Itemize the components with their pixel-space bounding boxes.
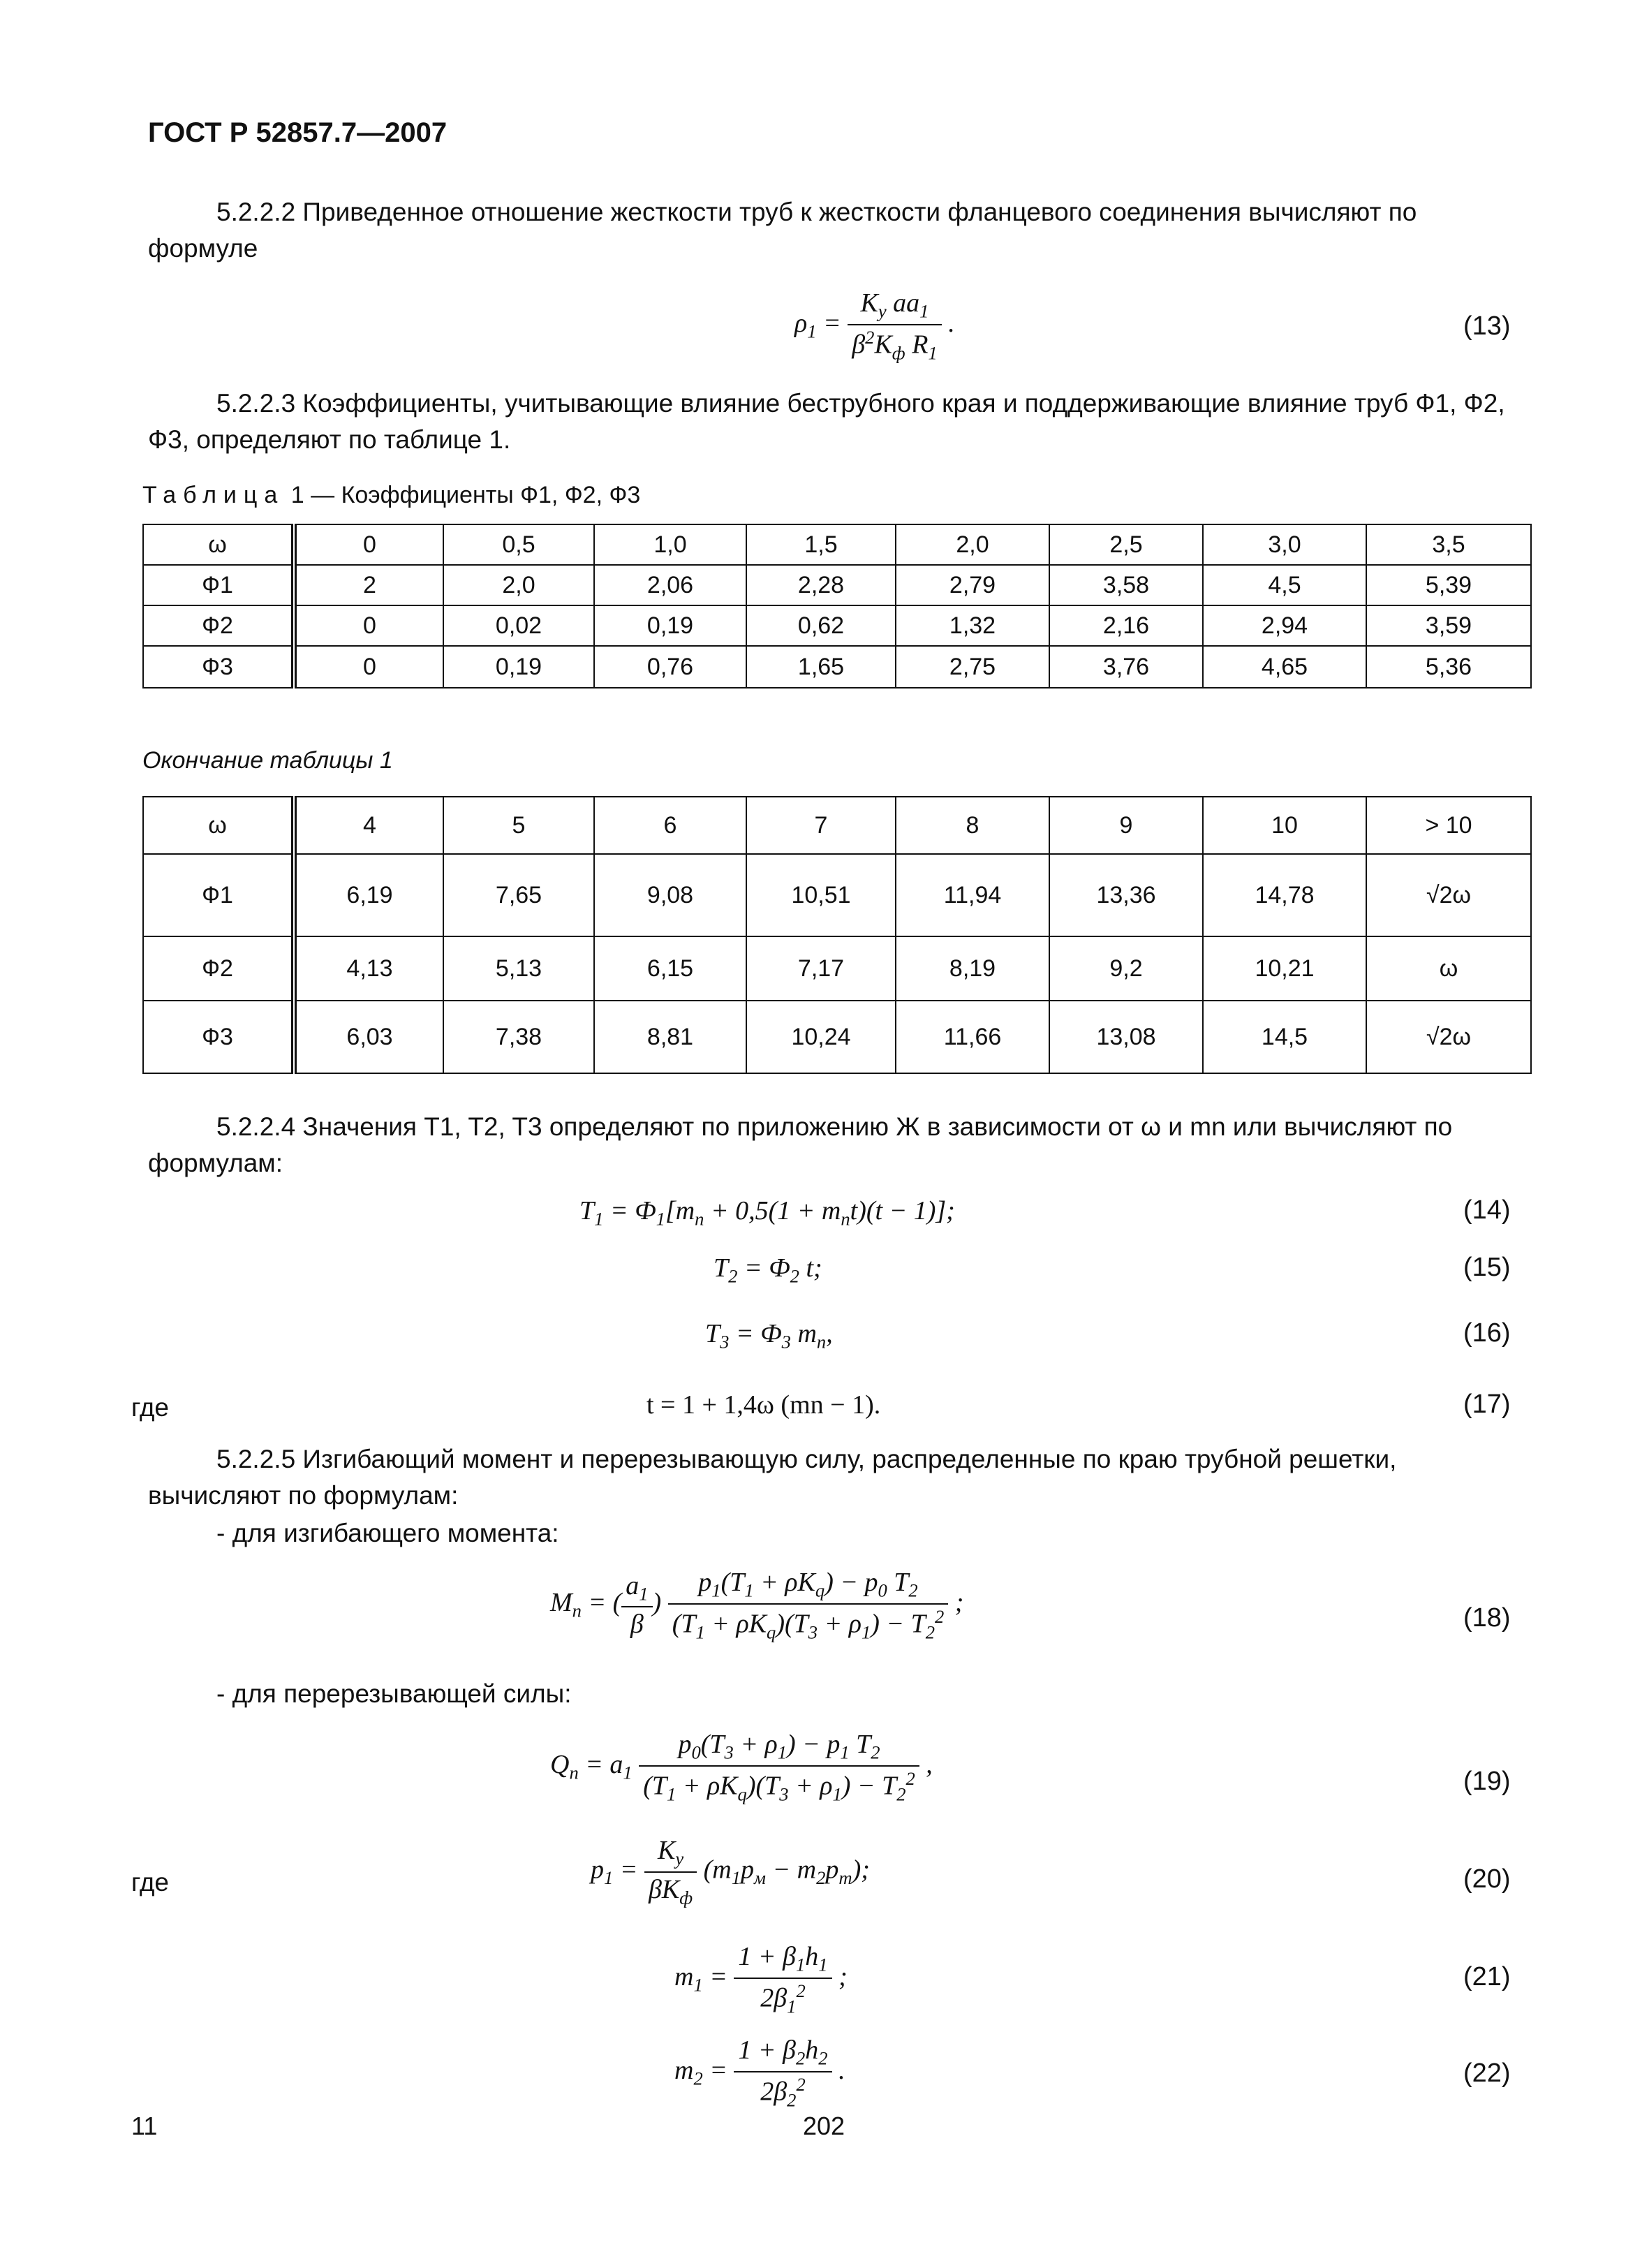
- equation-number-21: (21): [1463, 1962, 1511, 1991]
- table-cell: 5,36: [1366, 646, 1531, 688]
- table-caption-title: 1 — Коэффициенты Ф1, Ф2, Ф3: [290, 482, 641, 508]
- table-caption-prefix: Таблица: [142, 482, 285, 508]
- table-cell: Ф2: [143, 605, 294, 646]
- table-cell: 2,0: [896, 524, 1049, 565]
- table-cell: 7,17: [746, 936, 896, 1001]
- equation-17: t = 1 + 1,4ω (mn − 1).: [646, 1390, 881, 1420]
- table-cell: √2ω: [1366, 1001, 1531, 1073]
- table-row: [143, 854, 1531, 936]
- table-cell: 8,81: [594, 1001, 746, 1073]
- table-cell: 1,5: [746, 524, 896, 565]
- table-cell: 6,15: [594, 936, 746, 1001]
- table-row: [143, 1001, 1531, 1073]
- table-cell: 4,13: [294, 936, 443, 1001]
- table-cell: 2,0: [443, 565, 594, 605]
- table-cell: 0: [294, 524, 443, 565]
- table-cell: 2,75: [896, 646, 1049, 688]
- table-cell: 3,76: [1049, 646, 1203, 688]
- table-cell: 5,13: [443, 936, 594, 1001]
- table-cell: Ф1: [143, 565, 294, 605]
- table-cell: 13,36: [1049, 854, 1203, 936]
- document-header: ГОСТ Р 52857.7—2007: [148, 117, 448, 148]
- table-cell: 1,0: [594, 524, 746, 565]
- table-cell: 0: [294, 605, 443, 646]
- table-cell: ω: [143, 524, 294, 565]
- table-cell: 9: [1049, 797, 1203, 854]
- paragraph-5-2-2-2: 5.2.2.2 Приведенное отношение жесткости труб к жесткости фланцевого соединения вычисляют по формуле: [148, 198, 1417, 263]
- table-cell: 10,21: [1203, 936, 1366, 1001]
- table-cell: 3,58: [1049, 565, 1203, 605]
- table-cell: 2,79: [896, 565, 1049, 605]
- table-cell: 10: [1203, 797, 1366, 854]
- table-cell: 0,76: [594, 646, 746, 688]
- where-label-1: где: [131, 1393, 170, 1422]
- equation-number-13: (13): [1463, 311, 1511, 341]
- table-cell: 2,28: [746, 565, 896, 605]
- table-cell: Ф3: [143, 646, 294, 688]
- table-cell: 14,5: [1203, 1001, 1366, 1073]
- table-row: [143, 605, 1531, 646]
- table-cell: Ф1: [143, 854, 294, 936]
- table-cell: 9,08: [594, 854, 746, 936]
- table-cell: 10,24: [746, 1001, 896, 1073]
- table-row: [143, 646, 1531, 688]
- equation-15: $T_2 = Ф_2$ t;: [713, 1253, 822, 1287]
- equation-16: $T_3 = Ф_3$ $m_n$,: [705, 1319, 833, 1353]
- equation-20: $p_1$ = $\frac{K_y}{\beta K_ф}$ $(m_1p_м - m_2p_т)$;: [591, 1836, 870, 1908]
- table-cell: 2,5: [1049, 524, 1203, 565]
- table-cell: 13,08: [1049, 1001, 1203, 1073]
- table-cell: √2ω: [1366, 854, 1531, 936]
- table-cell: 9,2: [1049, 936, 1203, 1001]
- paragraph-5-2-2-5: 5.2.2.5 Изгибающий момент и перерезывающую силу, распределенные по краю трубной решетки, вычисляют по формулам:: [148, 1445, 1397, 1510]
- paragraph-5-2-2-3: 5.2.2.3 Коэффициенты, учитывающие влияние беструбного края и поддерживающие влияние труб Ф1, Ф2, Ф3, определяют по таблице 1.: [148, 389, 1505, 454]
- table-cell: 0: [294, 646, 443, 688]
- table-cell: 0,02: [443, 605, 594, 646]
- table-cell: 2,94: [1203, 605, 1366, 646]
- table-row: [143, 797, 1531, 854]
- table-1-part-1: [142, 524, 1532, 688]
- table-cell: 3,0: [1203, 524, 1366, 565]
- table-cell: 7: [746, 797, 896, 854]
- table-cell: 6: [594, 797, 746, 854]
- table-cell: 0,5: [443, 524, 594, 565]
- table-row: [143, 565, 1531, 605]
- paragraph-5-2-2-4: 5.2.2.4 Значения T1, T2, T3 определяют по приложению Ж в зависимости от ω и mn или вычисляют по формулам:: [148, 1112, 1453, 1177]
- equation-number-18: (18): [1463, 1603, 1511, 1633]
- table-cell: Ф2: [143, 936, 294, 1001]
- where-label-2: где: [131, 1868, 170, 1897]
- equation-number-19: (19): [1463, 1767, 1511, 1796]
- table-cell: 4,5: [1203, 565, 1366, 605]
- equation-number-22: (22): [1463, 2059, 1511, 2088]
- table-cell: 10,51: [746, 854, 896, 936]
- equation-19: $Q_n = a_1$ $\frac{p_0(T_3 + \rho_1) - p_1 T_2}{(T_1 + \rho K_q)(T_3 + \rho_1) - T_2^2}$ ,: [550, 1730, 933, 1804]
- table-cell: 5: [443, 797, 594, 854]
- page-number-center: 202: [803, 2112, 845, 2140]
- table-cell: 0,62: [746, 605, 896, 646]
- bullet-force: - для перерезывающей силы:: [216, 1679, 572, 1708]
- table-cell: 0,19: [443, 646, 594, 688]
- equation-18: $M_n$ = ( $\frac{a_1}{\beta}$ ) $\frac{p_1(T_1 + \rho K_q) - p_0 T_2}{(T_1 + \rho K_q)(T_3 + \rho_1) - T_2^2}$ ;: [550, 1568, 964, 1642]
- table-cell: 7,38: [443, 1001, 594, 1073]
- equation-number-14: (14): [1463, 1195, 1511, 1225]
- page-number-left: 11: [131, 2112, 158, 2140]
- equation-number-15: (15): [1463, 1253, 1511, 1282]
- table-cell: 7,65: [443, 854, 594, 936]
- table-continuation-caption: Окончание таблицы 1: [142, 747, 393, 774]
- table-cell: 8: [896, 797, 1049, 854]
- equation-21: $m_1$ = $\frac{1 + \beta_1h_1}{2\beta_1^2}$ ;: [674, 1942, 848, 2017]
- table-cell: 6,19: [294, 854, 443, 936]
- table-cell: ω: [143, 797, 294, 854]
- table-cell: 11,94: [896, 854, 1049, 936]
- table-cell: 6,03: [294, 1001, 443, 1073]
- equation-number-16: (16): [1463, 1318, 1511, 1348]
- table-cell: 14,78: [1203, 854, 1366, 936]
- table-cell: 1,65: [746, 646, 896, 688]
- table-cell: 5,39: [1366, 565, 1531, 605]
- equation-13: $\rho_1$ = $\frac{K_y aa_1}{\beta^2K_ф R_1}$ .: [794, 288, 955, 363]
- table-cell: 2,06: [594, 565, 746, 605]
- table-cell: 3,5: [1366, 524, 1531, 565]
- table-cell: 4,65: [1203, 646, 1366, 688]
- table-cell: > 10: [1366, 797, 1531, 854]
- table-cell: 2,16: [1049, 605, 1203, 646]
- equation-14: $T_1 = Ф_1[m_n + 0,5(1 + m_nt)(t - 1)]$;: [579, 1196, 955, 1230]
- table-cell: 1,32: [896, 605, 1049, 646]
- table-cell: 0,19: [594, 605, 746, 646]
- table-cell: 8,19: [896, 936, 1049, 1001]
- equation-number-20: (20): [1463, 1864, 1511, 1894]
- equation-number-17: (17): [1463, 1390, 1511, 1419]
- bullet-moment: - для изгибающего момента:: [216, 1519, 559, 1547]
- table-cell: Ф3: [143, 1001, 294, 1073]
- table-1-part-2: [142, 796, 1532, 1074]
- table-cell: 3,59: [1366, 605, 1531, 646]
- table-row: [143, 936, 1531, 1001]
- table-cell: 2: [294, 565, 443, 605]
- table-cell: 11,66: [896, 1001, 1049, 1073]
- table-row: [143, 524, 1531, 565]
- table-cell: ω: [1366, 936, 1531, 1001]
- table-caption: [142, 482, 640, 509]
- table-cell: 4: [294, 797, 443, 854]
- equation-22: $m_2$ = $\frac{1 + \beta_2h_2}{2\beta_2^2}$ .: [674, 2035, 845, 2110]
